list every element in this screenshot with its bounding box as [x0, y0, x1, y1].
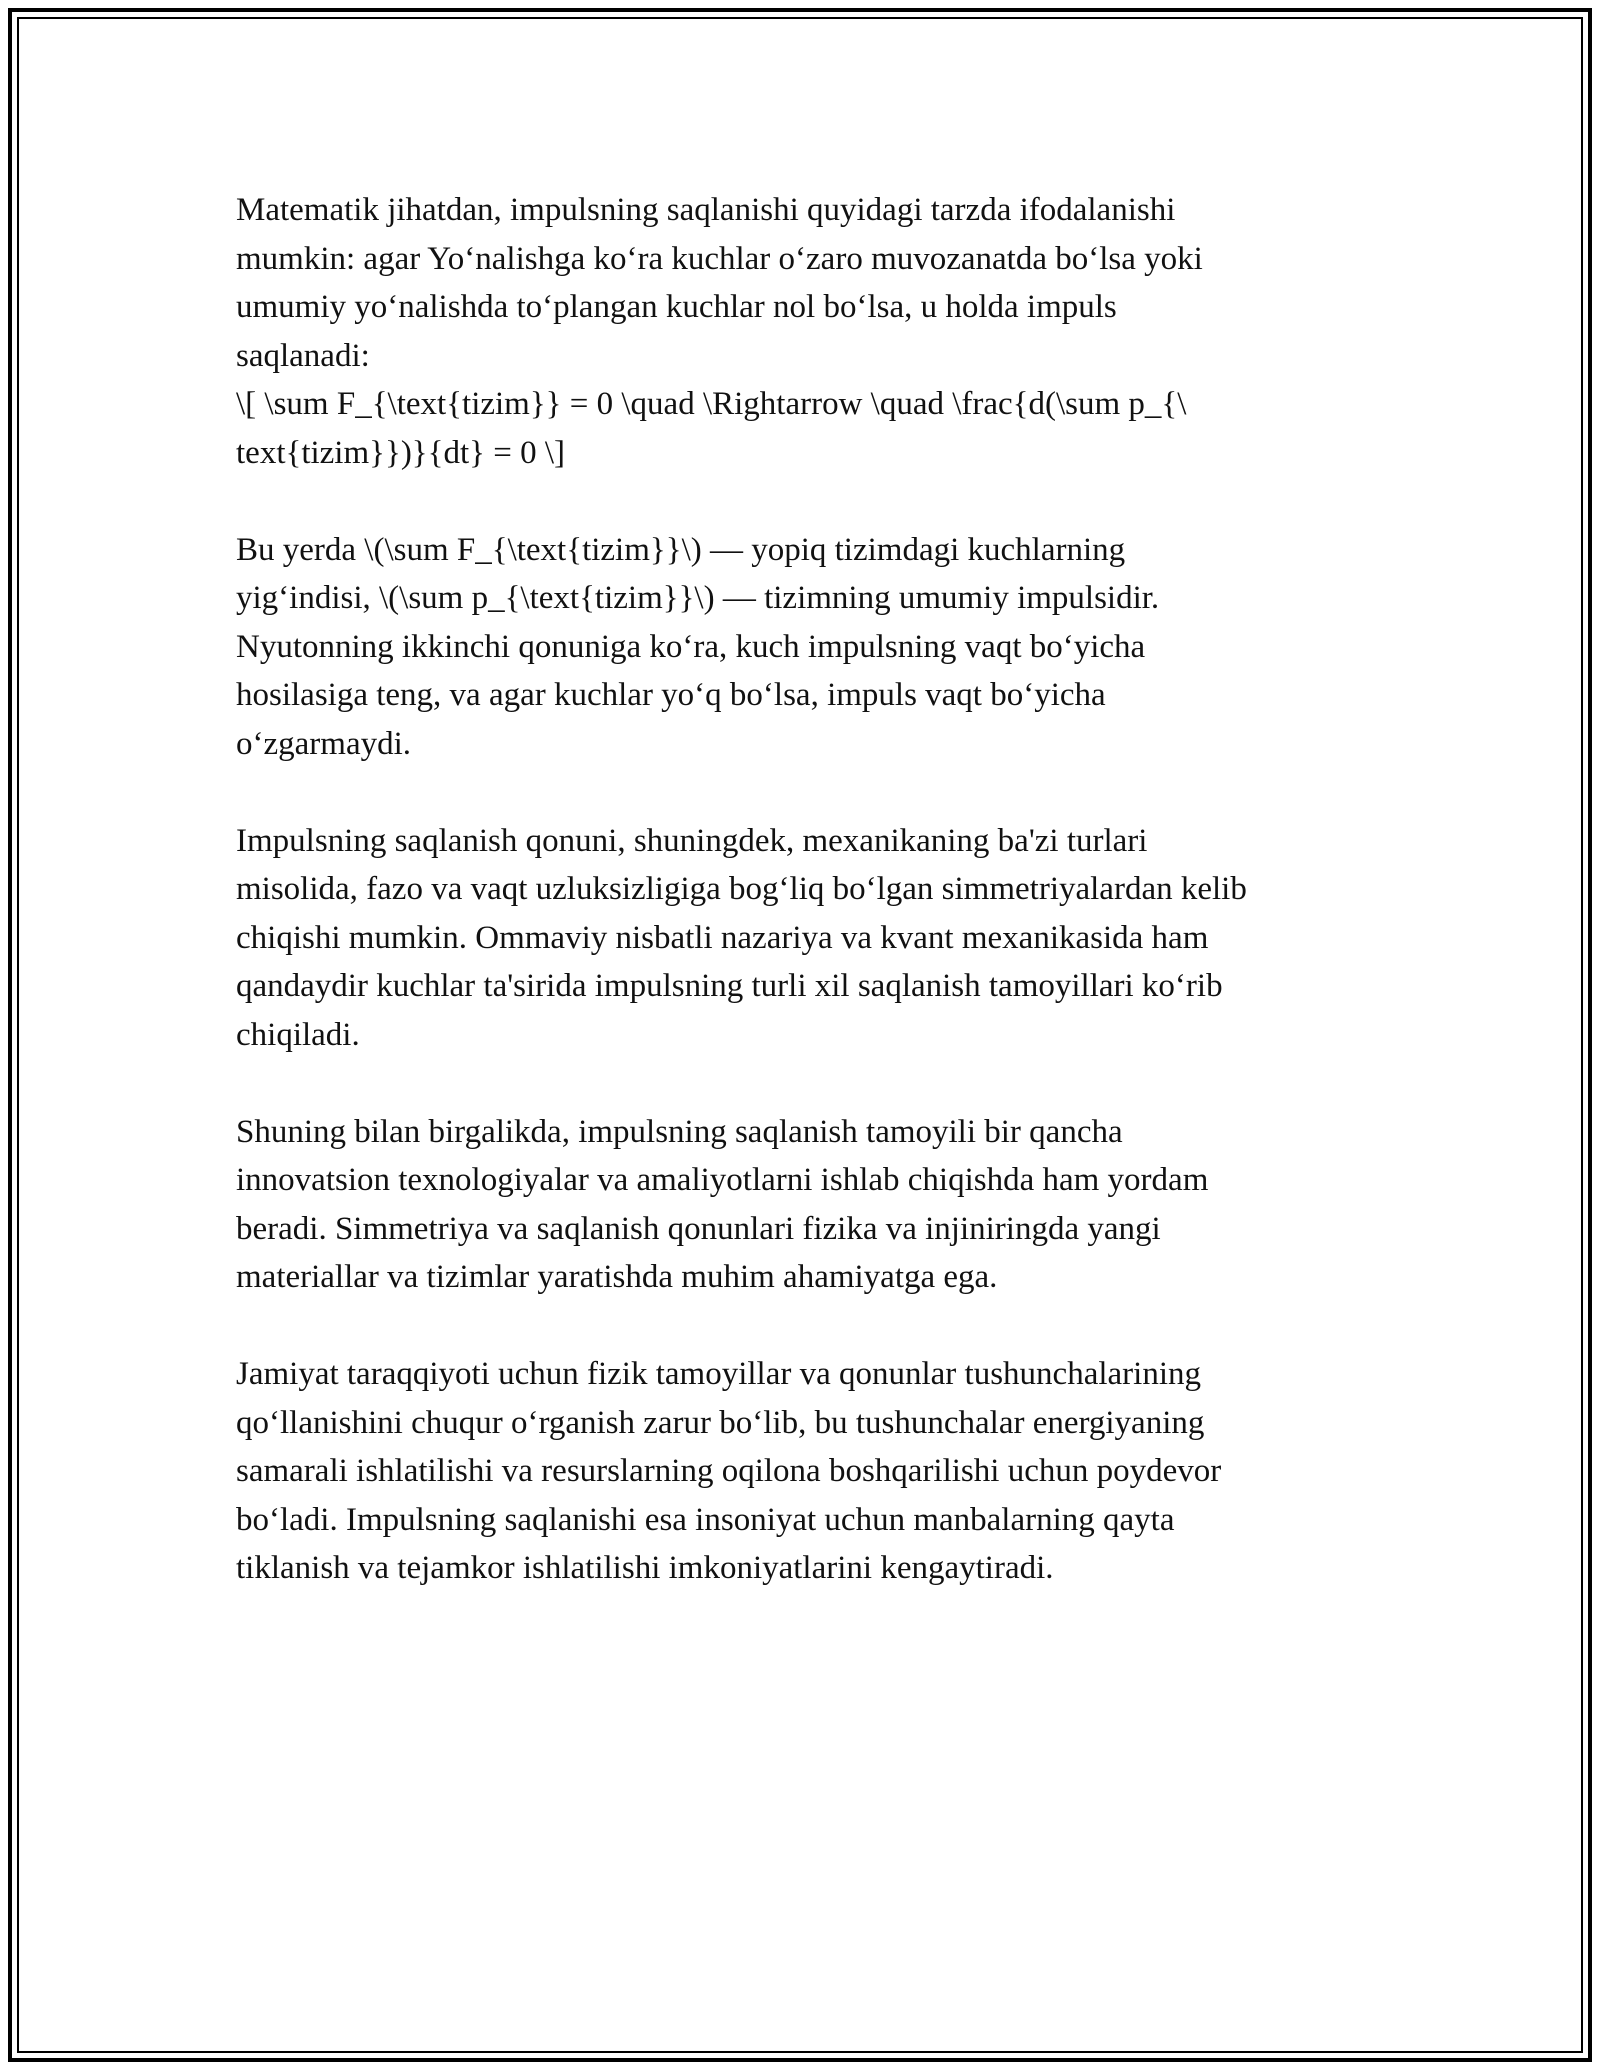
text-line: chiqiladi.: [236, 1016, 360, 1053]
text-line: materiallar va tizimlar yaratishda muhim ahamiyatga ega.: [236, 1259, 998, 1295]
text-line: yigʻindisi, \(\sum p_{\text{tizim}}\) — tizimning umumiy impulsidir.: [236, 580, 1160, 616]
text-line: tiklanish va tejamkor ishlatilishi imkoniyatlarini kengaytiradi.: [236, 1550, 1054, 1586]
text-line: Bu yerda \(\sum F_{\text{tizim}}\) — yopiq tizimdagi kuchlarning: [236, 531, 1126, 568]
text-line: saqlanadi:: [236, 337, 370, 374]
text-line: innovatsion texnologiyalar va amaliyotlarni ishlab chiqishda ham yordam: [236, 1162, 1209, 1198]
formula-line: text{tizim}})}{dt} = 0 \]: [236, 434, 566, 471]
text-line: beradi. Simmetriya va saqlanish qonunlari fizika va injiniringda yangi: [236, 1210, 1161, 1247]
text-line: chiqishi mumkin. Ommaviy nisbatli nazariya va kvant mexanikasida ham: [236, 919, 1209, 956]
text-line: mumkin: agar Yoʻnalishga koʻra kuchlar oʻzaro muvozanatda boʻlsa yoki: [236, 240, 1203, 277]
text-line: Jamiyat taraqqiyoti uchun fizik tamoyillar va qonunlar tushunchalarining: [236, 1356, 1201, 1392]
text-line: Matematik jihatdan, impulsning saqlanishi quyidagi tarzda ifodalanishi: [236, 192, 1176, 228]
text-line: samarali ishlatilishi va resurslarning oqilona boshqarilishi uchun poydevor: [236, 1453, 1222, 1489]
document-body: [236, 186, 1366, 1641]
paragraph-2: [236, 526, 1366, 769]
paragraph-3: [236, 817, 1366, 1060]
text-line: Shuning bilan birgalikda, impulsning saqlanish tamoyili bir qancha: [236, 1113, 1123, 1150]
formula-line: \[ \sum F_{\text{tizim}} = 0 \quad \Rightarrow \quad \frac{d(\sum p_{\: [236, 386, 1187, 422]
text-line: oʻzgarmaydi.: [236, 725, 412, 762]
text-line: Impulsning saqlanish qonuni, shuningdek, mexanikaning ba'zi turlari: [236, 822, 1148, 859]
text-line: hosilasiga teng, va agar kuchlar yoʻq boʻlsa, impuls vaqt boʻyicha: [236, 677, 1106, 713]
text-line: Nyutonning ikkinchi qonuniga koʻra, kuch impulsning vaqt boʻyicha: [236, 628, 1146, 665]
text-line: qoʻllanishini chuqur oʻrganish zarur boʻlib, bu tushunchalar energiyaning: [236, 1404, 1205, 1441]
text-line: umumiy yoʻnalishda toʻplangan kuchlar nol boʻlsa, u holda impuls: [236, 289, 1117, 325]
paragraph-4: [236, 1108, 1366, 1302]
paragraph-5: [236, 1350, 1366, 1593]
text-line: misolida, fazo va vaqt uzluksizligiga bogʻliq boʻlgan simmetriyalardan kelib: [236, 871, 1247, 907]
text-line: boʻladi. Impulsning saqlanishi esa insoniyat uchun manbalarning qayta: [236, 1501, 1175, 1538]
text-line: qandaydir kuchlar ta'sirida impulsning turli xil saqlanish tamoyillari koʻrib: [236, 968, 1223, 1004]
paragraph-1: [236, 186, 1366, 477]
